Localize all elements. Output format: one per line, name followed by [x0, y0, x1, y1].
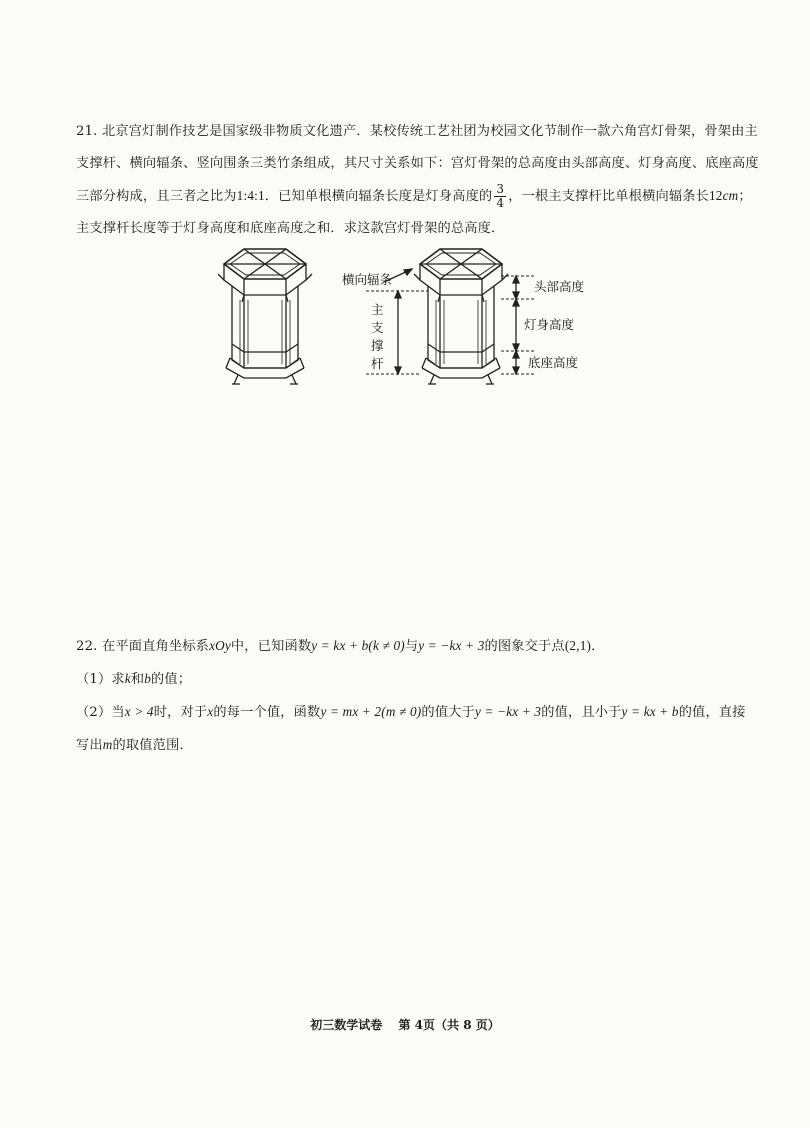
q22-p2-f: 的值，直接 [678, 705, 746, 720]
q22-intro-a: 22. 在平面直角坐标系 [76, 639, 210, 654]
question-21 [76, 116, 759, 245]
label-pole-char-3: 撑 [371, 338, 384, 353]
page-footer [0, 1016, 810, 1033]
q21-line-1: 21. 北京宫灯制作技艺是国家级非物质文化遗产．某校传统工艺社团为校园文化节制作一款六角宫灯骨架，骨架由主 [76, 124, 758, 139]
q22-p2-function-1: y = kx + b [621, 704, 679, 719]
q22-p1-a: （1）求 [76, 672, 125, 687]
q21-line-3-c: ，一根主支撑杆比单根横向辐条长 [508, 189, 710, 204]
q22-p2-condition: x > 4 [124, 704, 154, 719]
q22-p2-line2-b: 的取值范围． [112, 738, 193, 753]
head-dimension-arrow [513, 276, 519, 299]
q22-point: (2,1) [564, 638, 592, 653]
q22-p2-m: m [102, 737, 113, 752]
q21-line-3-b: ．已知单根横向辐条长度是灯身高度的 [264, 189, 493, 204]
q22-part-2 [76, 696, 746, 729]
base-dimension-arrow [513, 351, 519, 374]
q22-p2-line2-a: 写出 [76, 738, 103, 753]
q22-xoy: xOy [209, 638, 231, 653]
q22-intro [76, 630, 736, 663]
q22-p1-k: k [124, 671, 131, 686]
label-pole-char-2: 支 [371, 320, 384, 335]
height-reference-lines [366, 276, 534, 374]
q21-line-2: 支撑杆、横向辐条、竖向围条三类竹条组成，其尺寸关系如下：宫灯骨架的总高度由头部高度、灯身高度、底座高度 [76, 156, 759, 171]
q21-line-3-d: ； [738, 189, 752, 204]
q22-intro-c: 与 [404, 639, 419, 654]
q21-line-3 [76, 180, 752, 213]
spoke-pointer-arrowhead [404, 269, 412, 275]
q22-p2-a: （2）当 [76, 705, 125, 720]
q21-ratio: 1:4:1 [236, 188, 265, 203]
q21-length-unit: cm [722, 188, 739, 203]
label-head-height: 头部高度 [534, 279, 585, 294]
q22-function-1: y = kx + b(k ≠ 0) [311, 638, 405, 653]
q22-p2-d: 的值大于 [421, 705, 475, 720]
label-pole-char-1: 主 [371, 302, 384, 317]
footer-subject: 初三数学试卷 [310, 1018, 383, 1032]
label-base-height: 底座高度 [528, 355, 579, 370]
q22-function-2: y = −kx + 3 [418, 638, 485, 653]
q22-p1-b: 和 [130, 672, 145, 687]
q22-p2-x: x [207, 704, 214, 719]
body-dimension-arrow [513, 299, 519, 351]
label-spoke: 横向辐条 [342, 272, 393, 287]
pole-dimension-arrow [395, 291, 401, 374]
lantern-right [414, 249, 508, 384]
lantern-figure [216, 240, 596, 390]
q22-p2-function-3: y = mx + 2(m ≠ 0) [320, 704, 422, 719]
q22-part-2-line-2 [76, 729, 736, 762]
q21-fraction [494, 183, 506, 210]
lantern-left [218, 249, 312, 384]
q22-intro-d: 的图象交于点 [484, 639, 565, 654]
footer-page-number: 第 4页（共 8 页） [398, 1018, 500, 1032]
q22-p1-bvar: b [144, 671, 152, 686]
q22-p2-e: 的值，且小于 [541, 705, 622, 720]
question-22 [76, 630, 746, 762]
q21-fraction-numerator: 3 [496, 182, 505, 196]
q22-p2-c: 的每一个值，函数 [213, 705, 321, 720]
q22-p2-function-2: y = −kx + 3 [474, 704, 542, 719]
q22-intro-e: ． [591, 639, 605, 654]
q22-part-1 [76, 663, 736, 696]
q21-fraction-denominator: 4 [496, 196, 505, 210]
q21-length-value: 12 [709, 188, 723, 203]
label-body-height: 灯身高度 [524, 317, 575, 332]
q21-line-4: 主支撑杆长度等于灯身高度和底座高度之和．求这款宫灯骨架的总高度． [76, 221, 505, 236]
q22-p2-b: 时，对于 [153, 705, 208, 720]
q22-p1-c: 的值； [151, 672, 192, 687]
q22-intro-b: 中，已知函数 [230, 639, 312, 654]
q21-line-3-a: 三部分构成，且三者之比为 [76, 189, 237, 204]
label-pole-char-4: 杆 [371, 356, 384, 371]
